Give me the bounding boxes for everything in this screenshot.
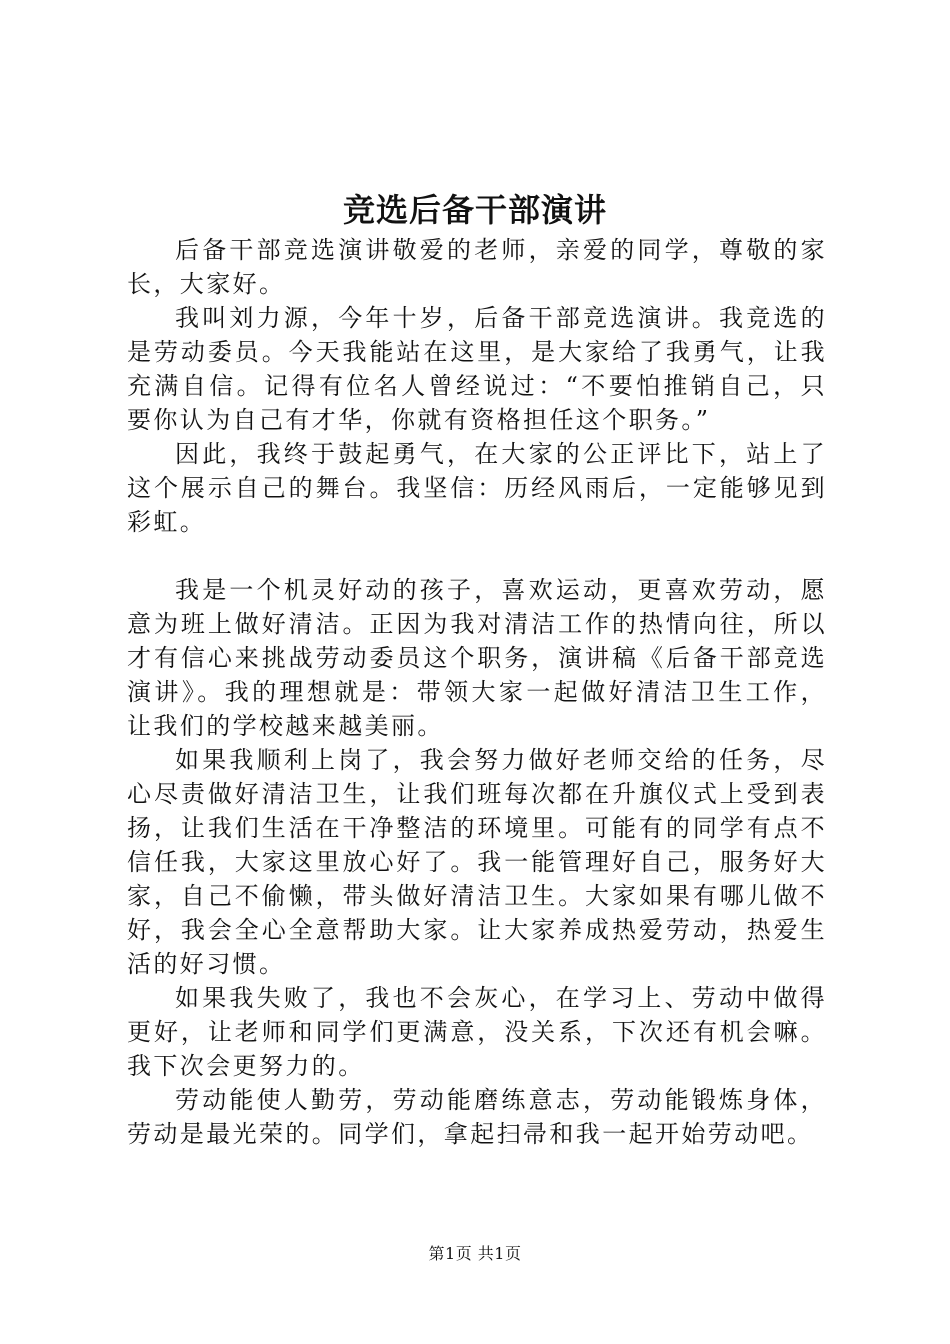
paragraph-if-fail: 如果我失败了，我也不会灰心，在学习上、劳动中做得更好，让老师和同学们更满意，没关系，下次还有机会嘛。我下次会更努力的。 [127,984,827,1080]
paragraph-plan: 如果我顺利上岗了，我会努力做好老师交给的任务，尽心尽责做好清洁卫生，让我们班每次都在升旗仪式上受到表扬，让我们生活在干净整洁的环境里。可能有的同学有点不信任我，大家这里放心好了。我一能管理好自己，服务好大家，自己不偷懒，带头做好清洁卫生。大家如果有哪儿做不好，我会全心全意帮助大家。让大家养成热爱劳动，热爱生活的好习惯。 [127,746,827,978]
paragraph-closing: 劳动能使人勤劳，劳动能磨练意志，劳动能锻炼身体，劳动是最光荣的。同学们，拿起扫帚和我一起开始劳动吧。 [127,1086,827,1148]
paragraph-spacer [127,539,827,573]
document-title: 竞选后备干部演讲 [342,191,607,229]
paragraph-greeting: 后备干部竞选演讲敬爱的老师，亲爱的同学，尊敬的家长，大家好。 [127,236,827,298]
document-body [127,233,827,1151]
page-number-footer: 第1页 共1页 [428,1244,522,1263]
paragraph-ideal: 我是一个机灵好动的孩子，喜欢运动，更喜欢劳动，愿意为班上做好清洁。正因为我对清洁工作的热情向往，所以才有信心来挑战劳动委员这个职务，演讲稿《后备干部竞选演讲》。我的理想就是：带领大家一起做好清洁卫生工作，让我们的学校越来越美丽。 [127,576,827,740]
paragraph-introduction: 我叫刘力源，今年十岁，后备干部竞选演讲。我竞选的是劳动委员。今天我能站在这里，是大家给了我勇气，让我充满自信。记得有位名人曾经说过：“不要怕推销自己，只要你认为自己有才华，你就有资格担任这个职务。” [127,304,827,434]
paragraph-courage: 因此，我终于鼓起勇气，在大家的公正评比下，站上了这个展示自己的舞台。我坚信：历经风雨后，一定能够见到彩虹。 [127,440,827,536]
